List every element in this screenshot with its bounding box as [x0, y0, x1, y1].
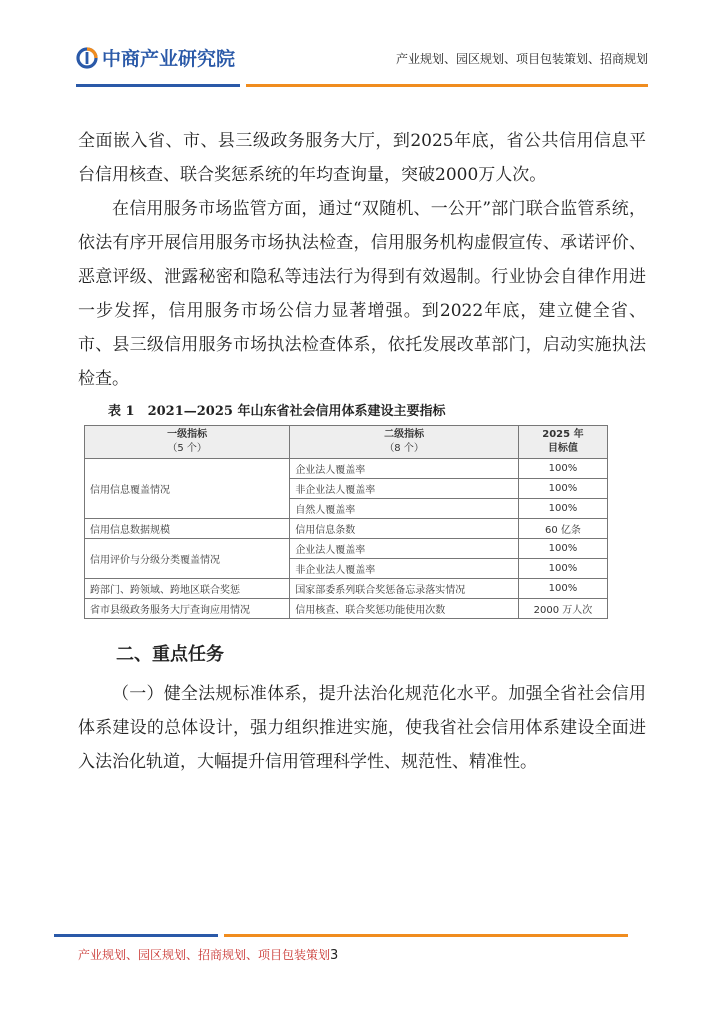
- level1-cell: 信用信息数据规模: [85, 519, 290, 539]
- level2-cell: 信用核查、联合奖惩功能使用次数: [290, 599, 519, 619]
- target-cell: 100%: [518, 499, 607, 519]
- company-logo: [76, 44, 235, 71]
- level2-cell: 企业法人覆盖率: [290, 539, 519, 559]
- logo-mark-icon: [76, 47, 98, 69]
- level2-cell: 非企业法人覆盖率: [290, 559, 519, 579]
- target-cell: 100%: [518, 539, 607, 559]
- page-number: 3: [330, 948, 339, 963]
- table-row: [85, 459, 608, 479]
- target-cell: 2000 万人次: [518, 599, 607, 619]
- page-content: [78, 124, 646, 779]
- table-row: [85, 599, 608, 619]
- level2-cell: 非企业法人覆盖率: [290, 479, 519, 499]
- logo-text: 中商产业研究院: [102, 48, 236, 70]
- table-row: [85, 579, 608, 599]
- paragraph-credit-market: 在信用服务市场监管方面，通过“双随机、一公开”部门联合监管系统，依法有序开展信用服务市场执法检查，信用服务机构虚假宣传、承诺评价、恶意评级、泄露秘密和隐私等违法行为得到有效遏制。行业协会自律作用进一步发挥，信用服务市场公信力显著增强。到2022年底，建立健全省、市、县三级信用服务市场执法检查体系，依托发展改革部门，启动实施执法检查。: [78, 199, 646, 389]
- level2-cell: 信用信息条数: [290, 519, 519, 539]
- level2-cell: 企业法人覆盖率: [290, 459, 519, 479]
- level1-cell: 信用信息覆盖情况: [85, 459, 290, 519]
- paragraph-regulations: （一）健全法规标准体系，提升法治化规范化水平。加强全省社会信用体系建设的总体设计，强力组织推进实施，使我省社会信用体系建设全面进入法治化轨道，大幅提升信用管理科学性、规范性、精准性。: [78, 684, 646, 772]
- section-heading: 二、重点任务: [116, 644, 224, 665]
- level2-cell: 自然人覆盖率: [290, 499, 519, 519]
- target-cell: 100%: [518, 479, 607, 499]
- target-cell: 100%: [518, 579, 607, 599]
- level1-cell: 信用评价与分级分类覆盖情况: [85, 539, 290, 579]
- table-caption: 表 1 2021—2025 年山东省社会信用体系建设主要指标: [108, 404, 446, 419]
- footer-rule-blue: [54, 934, 218, 937]
- header-rule-orange: [246, 84, 648, 87]
- table-header-row: [85, 426, 608, 459]
- header-tagline: 产业规划、园区规划、项目包装策划、招商规划: [395, 52, 648, 66]
- header-level1: 一级指标 （5 个）: [85, 426, 290, 459]
- target-cell: 60 亿条: [518, 519, 607, 539]
- table-row: [85, 519, 608, 539]
- page-footer: [78, 946, 338, 963]
- level1-cell: 跨部门、跨领域、跨地区联合奖惩: [85, 579, 290, 599]
- table-row: [85, 539, 608, 559]
- footer-text: 产业规划、园区规划、招商规划、项目包装策划: [78, 948, 331, 962]
- footer-rule-orange: [224, 934, 628, 937]
- target-cell: 100%: [518, 459, 607, 479]
- target-cell: 100%: [518, 559, 607, 579]
- header-rule-blue: [76, 84, 240, 87]
- header-level2: 二级指标 （8 个）: [290, 426, 519, 459]
- level2-cell: 国家部委系列联合奖惩备忘录落实情况: [290, 579, 519, 599]
- level1-cell: 省市县级政务服务大厅查询应用情况: [85, 599, 290, 619]
- paragraph-continued: 全面嵌入省、市、县三级政务服务大厅，到2025年底，省公共信用信息平台信用核查、联合奖惩系统的年均查询量，突破2000万人次。: [78, 131, 646, 185]
- header-target: 2025 年 目标值: [518, 426, 607, 459]
- page-header: [0, 0, 724, 90]
- indicators-table: [84, 425, 608, 619]
